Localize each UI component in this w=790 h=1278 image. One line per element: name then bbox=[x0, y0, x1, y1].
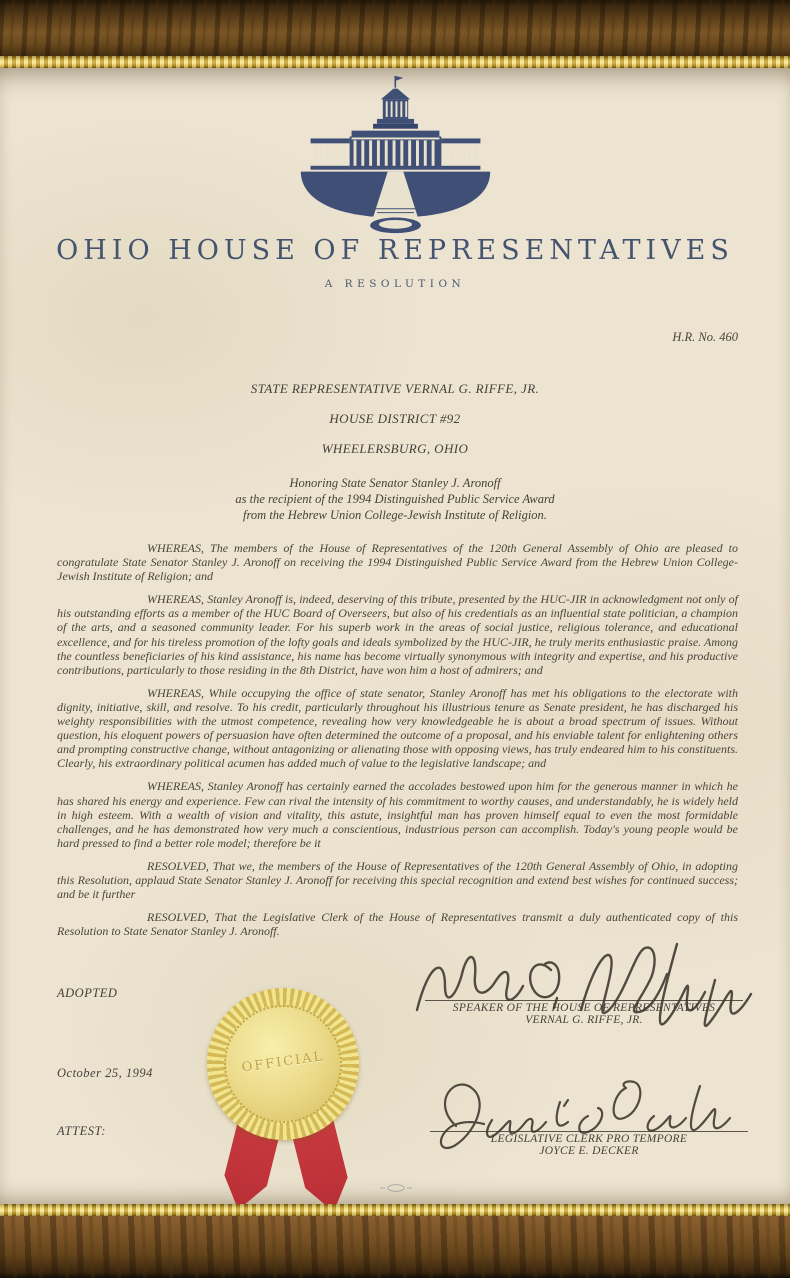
printer-mark-icon bbox=[378, 1183, 414, 1193]
body-paragraph: RESOLVED, That we, the members of the House of Representatives of the 120th General Assembly of Ohio, in adopting this Resolution, applaud State Senator Stanley J. Aronoff for receiving this special recognition and extend best wishes for continued success; and be it further bbox=[57, 858, 738, 902]
honoring-line-2: as the recipient of the 1994 Distinguished Public Service Award bbox=[235, 492, 555, 506]
ohio-statehouse-illustration-icon bbox=[293, 74, 498, 240]
body-paragraph: RESOLVED, That the Legislative Clerk of the House of Representatives transmit a duly authenticated copy of this Resolution to State Senator Stanley J. Aronoff. bbox=[57, 910, 738, 939]
attest-label: ATTEST: bbox=[57, 1124, 106, 1138]
body-paragraph: WHEREAS, Stanley Aronoff has certainly earned the accolades bestowed upon him for the generous manner in which he has shared his energy and experience. Few can rival the intensity of his commitment to worthy causes, and understandably, he is widely held in high esteem. With a wealth of vision and vitality, this astute, insightful man has proven himself equal to even the most formidable challenges, and he has demonstrated how very much a conscientious, industrious person can accomplish. Today's young people would be hard pressed to find a better role model; therefore be it bbox=[57, 779, 738, 850]
page-title: OHIO HOUSE OF REPRESENTATIVES bbox=[56, 235, 734, 266]
official-gold-seal bbox=[207, 988, 359, 1140]
body-paragraph: WHEREAS, Stanley Aronoff is, indeed, deserving of this tribute, presented by the HUC-JIR in acknowledgment not only of his outstanding efforts as a member of the HUC Board of Overseers, but also of his credentials as an influential state politician, a champion of the arts, and a seasoned community leader. For his superb work in the areas of social justice, religious tolerance, and educational excellence, and for his tireless promotion of the lofty goals and ideals symbolized by the HUC-JIR, he truly merits enthusiastic praise. Among the countless beneficiaries of his kind assistance, his name has become virtually synonymous with integrity and expertise, and his productive contributions, particularly to those residing in the 8th District, have won him a host of admirers; and bbox=[57, 592, 738, 677]
wood-frame-top bbox=[0, 0, 790, 56]
gold-fillet-bottom bbox=[0, 1204, 790, 1216]
body-paragraph: WHEREAS, While occupying the office of state senator, Stanley Aronoff has met his obligations to the electorate with dignity, initiative, skill, and resolve. To his credit, particularly throughout his illustrious tenure as Senate president, he has discharged his weighty responsibilities with the utmost competence, revealing how very knowledgeable he is about a broad spectrum of issues. Without question, his eloquent powers of persuasion have often determined the outcome of a proposal, and his enviable talent for enlightening others and prompting constructive change, without antagonizing or alienating those with opposing views, has truly endeared him to his constituents. Clearly, his extraordinary political acumen has added much of value to the legislative landscape; and bbox=[57, 685, 738, 771]
seal-inner-disc bbox=[224, 1005, 342, 1123]
body-paragraph: WHEREAS, The members of the House of Representatives of the 120th General Assembly of Ohio are pleased to congratulate State Senator Stanley J. Aronoff on receiving the 1994 Distinguished Public Service Award from the Hebrew Union College-Jewish Institute of Religion; and bbox=[57, 541, 738, 584]
resolution-body bbox=[57, 541, 738, 947]
gold-fillet-top bbox=[0, 56, 790, 68]
resolution-subtitle: A RESOLUTION bbox=[324, 278, 466, 290]
clerk-title: LEGISLATIVE CLERK PRO TEMPORE bbox=[490, 1133, 688, 1145]
speaker-name: VERNAL G. RIFFE, JR. bbox=[525, 1014, 643, 1026]
resolution-number: H.R. No. 460 bbox=[672, 330, 738, 344]
honoring-line-3: from the Hebrew Union College-Jewish Institute of Religion. bbox=[243, 508, 547, 522]
adopted-label: ADOPTED bbox=[57, 986, 118, 1000]
speaker-title: SPEAKER OF THE HOUSE OF REPRESENTATIVES bbox=[452, 1002, 716, 1014]
clerk-signature-block bbox=[430, 1131, 748, 1157]
clerk-name: JOYCE E. DECKER bbox=[539, 1145, 639, 1157]
sponsor-name: STATE REPRESENTATIVE VERNAL G. RIFFE, JR. bbox=[250, 381, 540, 396]
speaker-signature-block bbox=[425, 1000, 743, 1026]
seal-text: OFFICIAL bbox=[240, 1049, 326, 1076]
honoring-line-1: Honoring State Senator Stanley J. Aronoff bbox=[289, 476, 501, 490]
sponsor-district: HOUSE DISTRICT #92 bbox=[329, 411, 461, 426]
speaker-signature-line bbox=[425, 1000, 743, 1001]
adoption-date: October 25, 1994 bbox=[57, 1066, 153, 1080]
clerk-signature-line bbox=[430, 1131, 748, 1132]
sponsor-city: WHEELERSBURG, OHIO bbox=[321, 441, 469, 456]
wood-frame-bottom bbox=[0, 1216, 790, 1278]
resolution-paper bbox=[0, 68, 790, 1204]
